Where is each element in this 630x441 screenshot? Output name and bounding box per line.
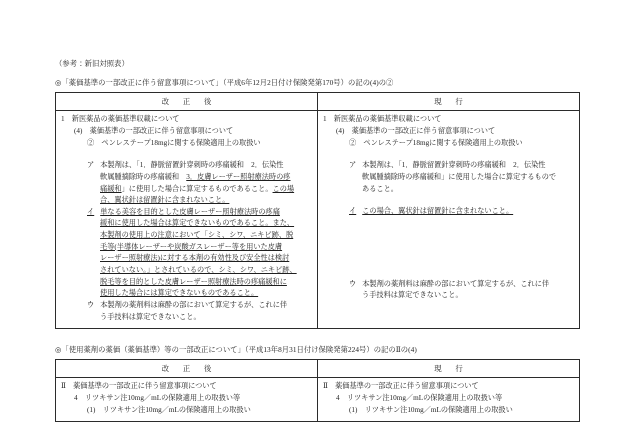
table1-col-revised-header: 改 正 後 xyxy=(56,93,318,111)
table2-cell-revised xyxy=(56,378,318,422)
cur1-line-2: (4) 薬価基準の一部改正に伴う留意事項について xyxy=(336,126,496,135)
section2-marker: ◎ xyxy=(55,345,62,355)
rev2-line-1: Ⅱ 薬価基準の一部改正に伴う留意事項について xyxy=(61,382,217,391)
rev1-item-u-text-2: う手技料は算定できないこと。 xyxy=(100,312,201,321)
rev1-item-a-text-1: 本製剤は、「1．静脈留置針穿刺時の疼痛緩和 2．伝染性 xyxy=(100,161,284,170)
cur2-line-2: 4 リツキサン注10mg／mLの保険適用上の取扱い等 xyxy=(336,393,503,402)
rev1-item-a-text-2-underlined: 3．皮膚レーザー照射療法時の疼 xyxy=(186,172,291,181)
rev1-item-i-cont-3 xyxy=(61,242,312,254)
table2-body-row xyxy=(56,378,580,422)
rev1-item-u xyxy=(61,300,312,312)
rev1-item-a-cont-1 xyxy=(61,172,312,184)
table1-cell-current xyxy=(318,111,580,329)
cur1-item-u-marker: ウ xyxy=(349,279,357,288)
rev1-item-i-cont-4 xyxy=(61,253,312,265)
rev1-item-a-text-3: 」に使用した場合に算定するものであること。 xyxy=(121,184,273,193)
rev1-item-i-text-2: 緩和に使用した場合は算定できないものであること。また、 xyxy=(100,219,295,228)
rev1-item-a-marker: ア xyxy=(87,161,95,170)
rev1-item-i-text-4: 毛等(半導体レーザーや炭酸ガスレーザー等を用いた皮膚 xyxy=(100,242,283,251)
cur1-item-a-cont-2 xyxy=(323,184,574,196)
rev1-item-i-text-3: 本製剤の使用上の注意において「シミ、シワ、ニキビ跡、脱 xyxy=(100,231,294,240)
table2-header-row xyxy=(56,360,580,378)
rev1-item-i-cont-7 xyxy=(61,288,312,300)
rev1-item-i-text-7: 脱毛等を目的とした皮膚レーザー照射療法時の疼痛緩和に xyxy=(100,277,287,286)
cur1-item-a-text-2: 軟属腫摘除時の疼痛緩和」に使用した場合に算定するもので xyxy=(362,172,557,181)
comparison-table-1 xyxy=(55,92,580,329)
section2-heading xyxy=(55,345,580,356)
table2-col-revised-header: 改 正 後 xyxy=(56,360,318,378)
cur1-item-u-text-1: 本製剤の薬剤料は麻酔の部において算定するが、これに伴 xyxy=(362,279,550,288)
rev1-item-i-text-5: レーザー照射療法)に対する本剤の有効性及び安全性は検討 xyxy=(100,254,290,263)
rev1-item-i-cont-1 xyxy=(61,218,312,230)
rev1-item-i-text-8: 使用した場合には算定できないものであること。 xyxy=(100,289,259,298)
document-body xyxy=(55,58,580,422)
section1-heading xyxy=(55,78,580,89)
rev1-item-i-text-6: されていない。」とされているので、シミ、シワ、ニキビ跡、 xyxy=(100,266,297,275)
rev1-item-i-cont-5 xyxy=(61,265,312,277)
rev1-item-a-text-4-underlined: 合、翼状針は留置針に含まれないこと。 xyxy=(100,196,230,205)
rev1-item-u-marker: ウ xyxy=(87,301,95,310)
cur1-item-u-cont-1 xyxy=(323,290,574,302)
cur1-item-a-cont-1 xyxy=(323,172,574,184)
cur2-line-1: Ⅱ 薬価基準の一部改正に伴う留意事項について xyxy=(323,382,479,391)
cur1-item-a-text-1: 本製剤は、「1．静脈留置針穿刺時の疼痛緩和 2．伝染性 xyxy=(362,161,546,170)
rev1-item-i xyxy=(61,207,312,219)
rev1-item-a-text-3-underlined: 痛緩和 xyxy=(100,184,122,193)
table2-cell-current xyxy=(318,378,580,422)
cur1-item-a-text-3: あること。 xyxy=(362,184,398,193)
rev2-line-2: 4 リツキサン注10mg／mLの保険適用上の取扱い等 xyxy=(74,393,241,402)
rev1-item-u-text-1: 本製剤の薬剤料は麻酔の部において算定するが、これに伴 xyxy=(100,301,288,310)
cur1-item-i xyxy=(323,206,574,218)
rev1-line-2: (4) 薬価基準の一部改正に伴う留意事項について xyxy=(74,126,234,135)
table1-body-row xyxy=(56,111,580,329)
rev1-line-1: 1 新医薬品の薬価基準収載について xyxy=(61,115,180,124)
section2-heading-text: 「使用薬剤の薬価（薬価基準）等の一部改正について」（平成13年8月31日付け保険発第224号）の記のⅡの(4) xyxy=(61,345,417,355)
cur2-line-3: (1) リツキサン注10mg／mLの保険適用上の取扱い xyxy=(349,405,513,414)
cur1-line-1: 1 新医薬品の薬価基準収載について xyxy=(323,115,442,124)
rev1-item-i-cont-6 xyxy=(61,277,312,289)
section1-heading-text: 「薬価基準の一部改正に伴う留意事項について」（平成6年12月2日付け保険発第170号）の記の(4)の② xyxy=(61,78,394,88)
rev2-line-3: (1) リツキサン注10mg／mLの保険適用上の取扱い xyxy=(87,405,251,414)
rev1-item-a xyxy=(61,160,312,172)
reference-label: （参考：新旧対照表） xyxy=(55,59,129,68)
cur1-item-u xyxy=(323,279,574,291)
rev1-item-i-cont-2 xyxy=(61,230,312,242)
section1-marker: ◎ xyxy=(55,78,62,88)
cur1-item-a xyxy=(323,160,574,172)
rev1-item-a-text-2: 軟属腫摘除時の疼痛緩和 xyxy=(100,172,187,181)
cur1-item-i-text-1: この場合、翼状針は留置針に含まれないこと。 xyxy=(362,207,514,216)
table1-cell-revised xyxy=(56,111,318,329)
rev1-item-a-text-3-underlined-2: この場 xyxy=(272,184,295,193)
cur1-line-3: ② ペンレステープ18mgに関する保険適用上の取扱い xyxy=(349,138,523,147)
rev1-item-i-text-1: 単なる美容を目的とした皮膚レーザー照射療法時の疼痛 xyxy=(100,207,280,216)
cur1-item-a-marker: ア xyxy=(349,161,357,170)
comparison-table-2 xyxy=(55,359,580,422)
rev1-item-a-cont-3 xyxy=(61,195,312,207)
rev1-item-a-cont-2 xyxy=(61,184,312,196)
table2-col-current-header: 現 行 xyxy=(318,360,580,378)
table1-col-current-header: 現 行 xyxy=(318,93,580,111)
rev1-line-3: ② ペンレステープ18mgに関する保険適用上の取扱い xyxy=(87,138,261,147)
rev1-item-i-marker: イ xyxy=(87,207,95,216)
table1-header-row xyxy=(56,93,580,111)
cur1-item-u-text-2: う手技料は算定できないこと。 xyxy=(362,291,463,300)
cur1-item-i-marker: イ xyxy=(349,207,357,216)
rev1-item-u-cont-1 xyxy=(61,312,312,324)
